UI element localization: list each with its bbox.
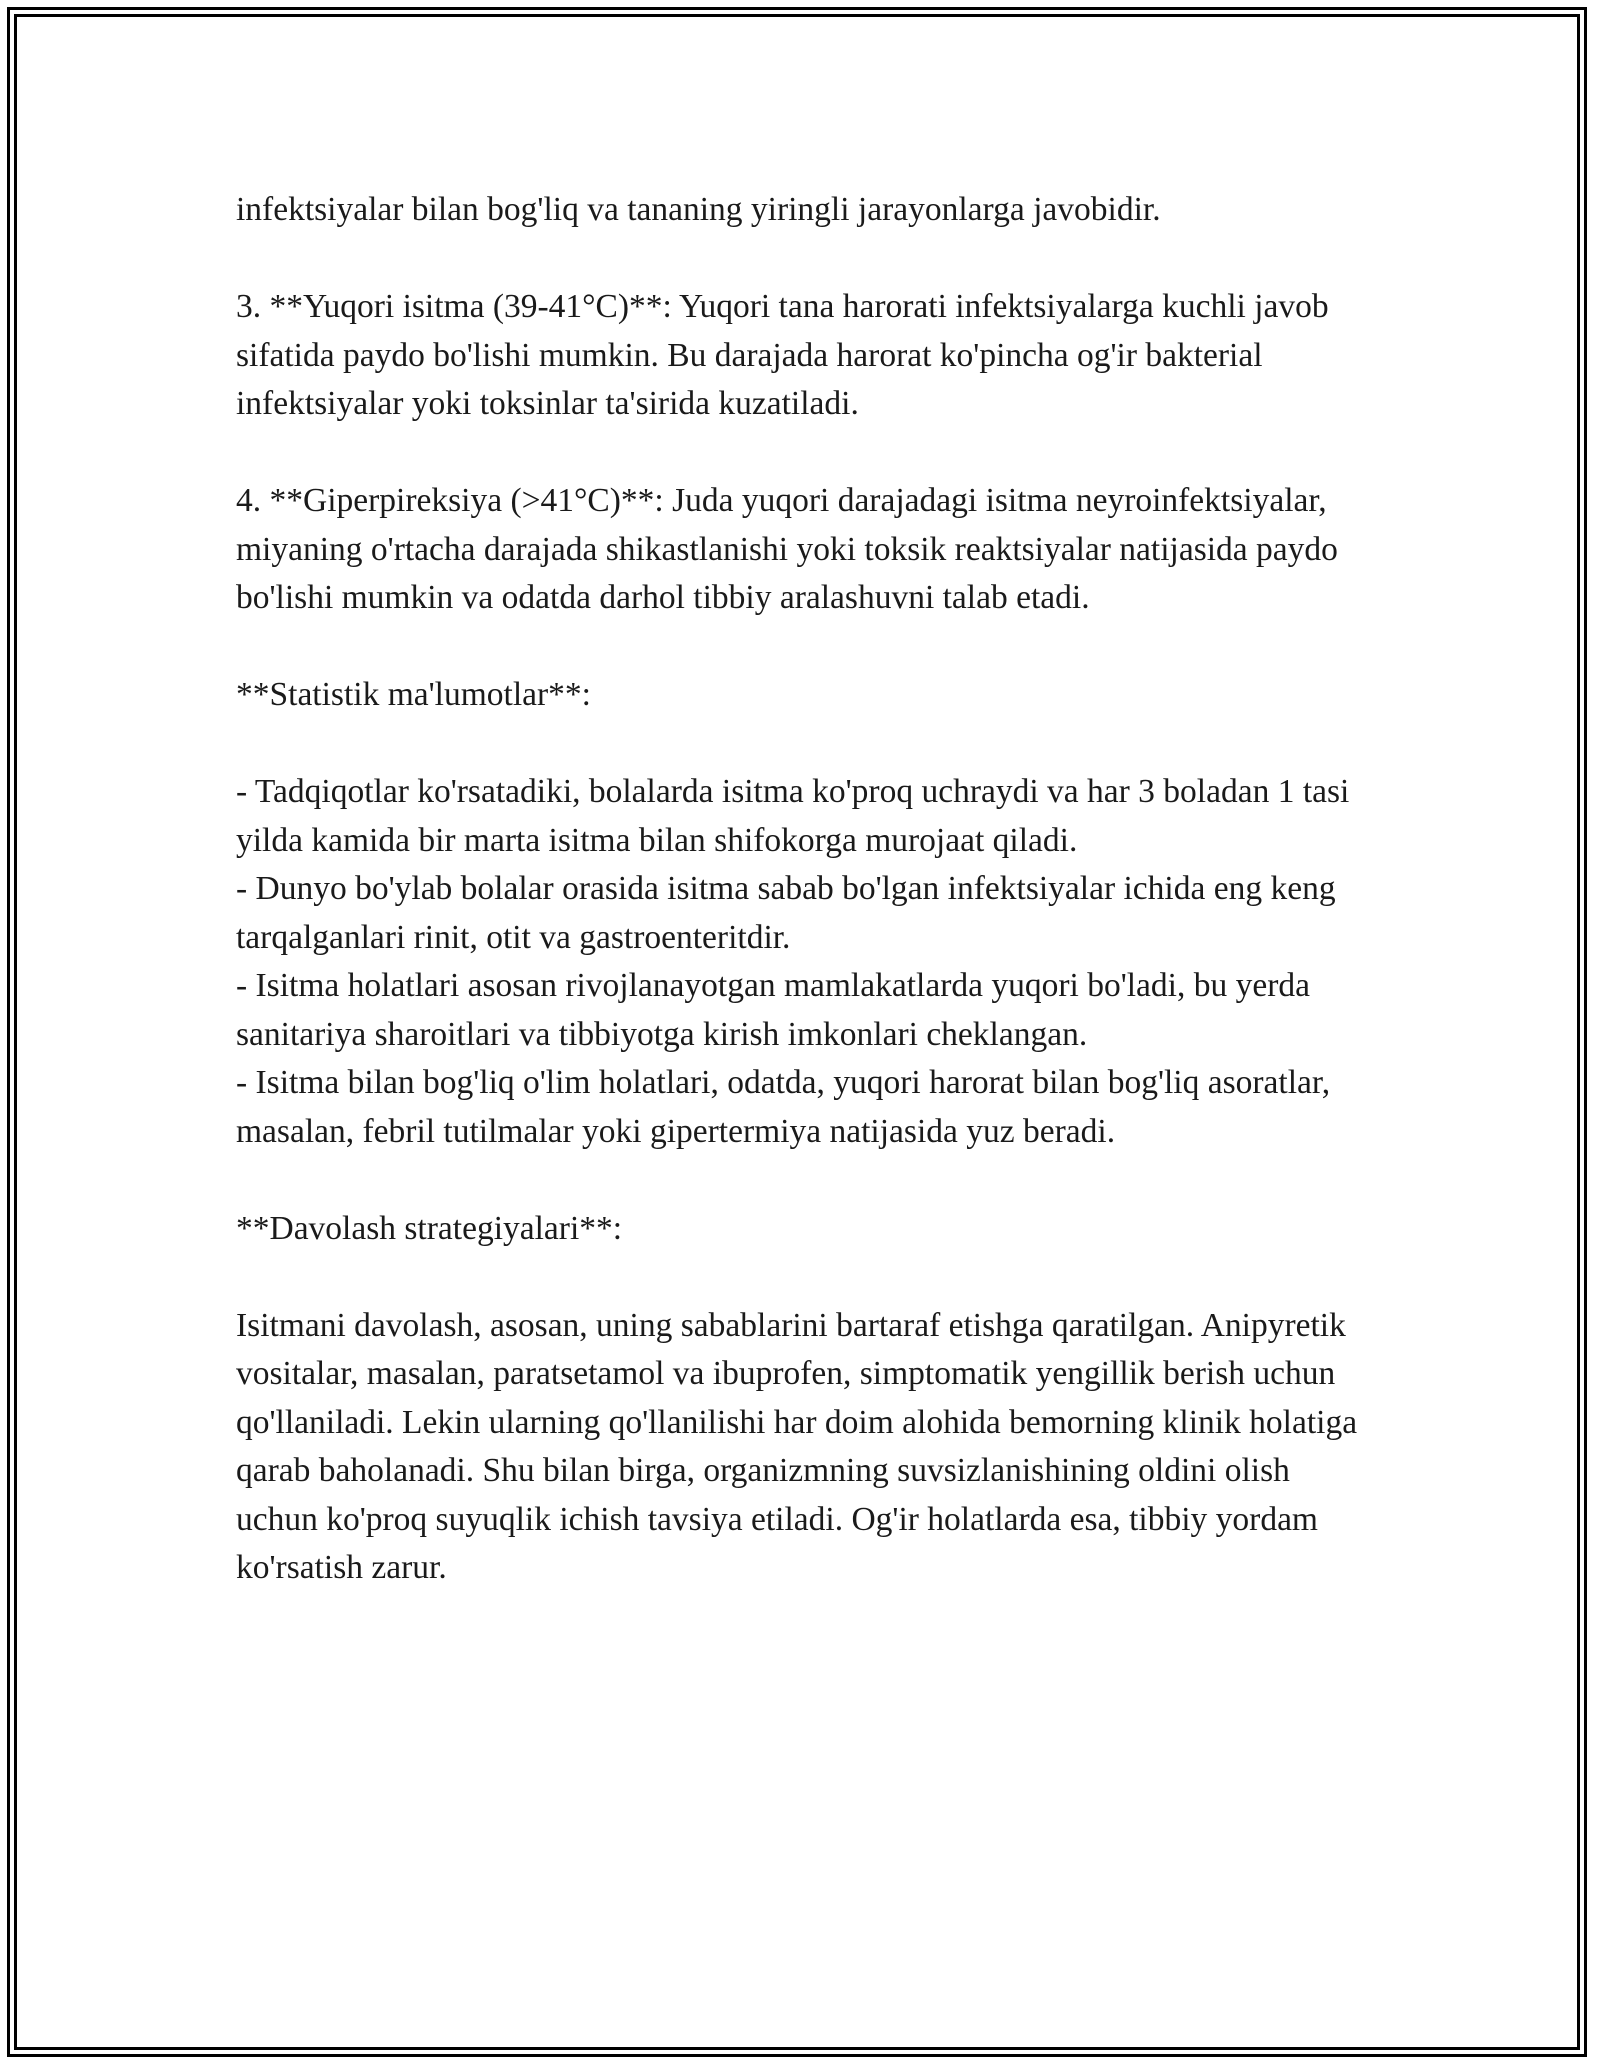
list-item: - Isitma bilan bog'liq o'lim holatlari, odatda, yuqori harorat bilan bog'liq asoratlar, masalan, febril tutilmalar yoki gipertermiya natijasida yuz beradi.	[236, 1064, 1331, 1150]
paragraph-high-fever: 3. **Yuqori isitma (39-41°C)**: Yuqori tana harorati infektsiyalarga kuchli javob sifatida paydo bo'lishi mumkin. Bu darajada harorat ko'pincha og'ir bakterial infektsiyalar yoki toksinlar ta'sirida kuzatiladi.	[236, 288, 1329, 422]
heading-treatment: **Davolash strategiyalari**:	[236, 1209, 623, 1247]
statistics-list	[236, 768, 1366, 1156]
list-item: - Tadqiqotlar ko'rsatadiki, bolalarda isitma ko'proq uchraydi va har 3 boladan 1 tasi yilda kamida bir marta isitma bilan shifokorga murojaat qiladi.	[236, 773, 1350, 859]
document-body	[236, 186, 1366, 1641]
list-item: - Dunyo bo'ylab bolalar orasida isitma sabab bo'lgan infektsiyalar ichida eng keng tarqalganlari rinit, otit va gastroenteritdir.	[236, 870, 1336, 956]
paragraph-treatment: Isitmani davolash, asosan, uning sabablarini bartaraf etishga qaratilgan. Anipyretik vositalar, masalan, paratsetamol va ibuprofen, simptomatik yengillik berish uchun qo'llaniladi. Lekin ularning qo'llanilishi har doim alohida bemorning klinik holatiga qarab baholanadi. Shu bilan birga, organizmning suvsizlanishining oldini olish uchun ko'proq suyuqlik ichish tavsiya etiladi. Og'ir holatlarda esa, tibbiy yordam ko'rsatish zarur.	[236, 1306, 1358, 1586]
heading-statistics: **Statistik ma'lumotlar**:	[236, 676, 591, 713]
paragraph-continuation: infektsiyalar bilan bog'liq va tananing yiringli jarayonlarga javobidir.	[236, 191, 1161, 228]
paragraph-hyperpyrexia: 4. **Giperpireksiya (>41°C)**: Juda yuqori darajadagi isitma neyroinfektsiyalar, miyaning o'rtacha darajada shikastlanishi yoki toksik reaktsiyalar natijasida paydo bo'lishi mumkin va odatda darhol tibbiy aralashuvni talab etadi.	[236, 482, 1338, 616]
list-item: - Isitma holatlari asosan rivojlanayotgan mamlakatlarda yuqori bo'ladi, bu yerda sanitariya sharoitlari va tibbiyotga kirish imkonlari cheklangan.	[236, 967, 1310, 1053]
